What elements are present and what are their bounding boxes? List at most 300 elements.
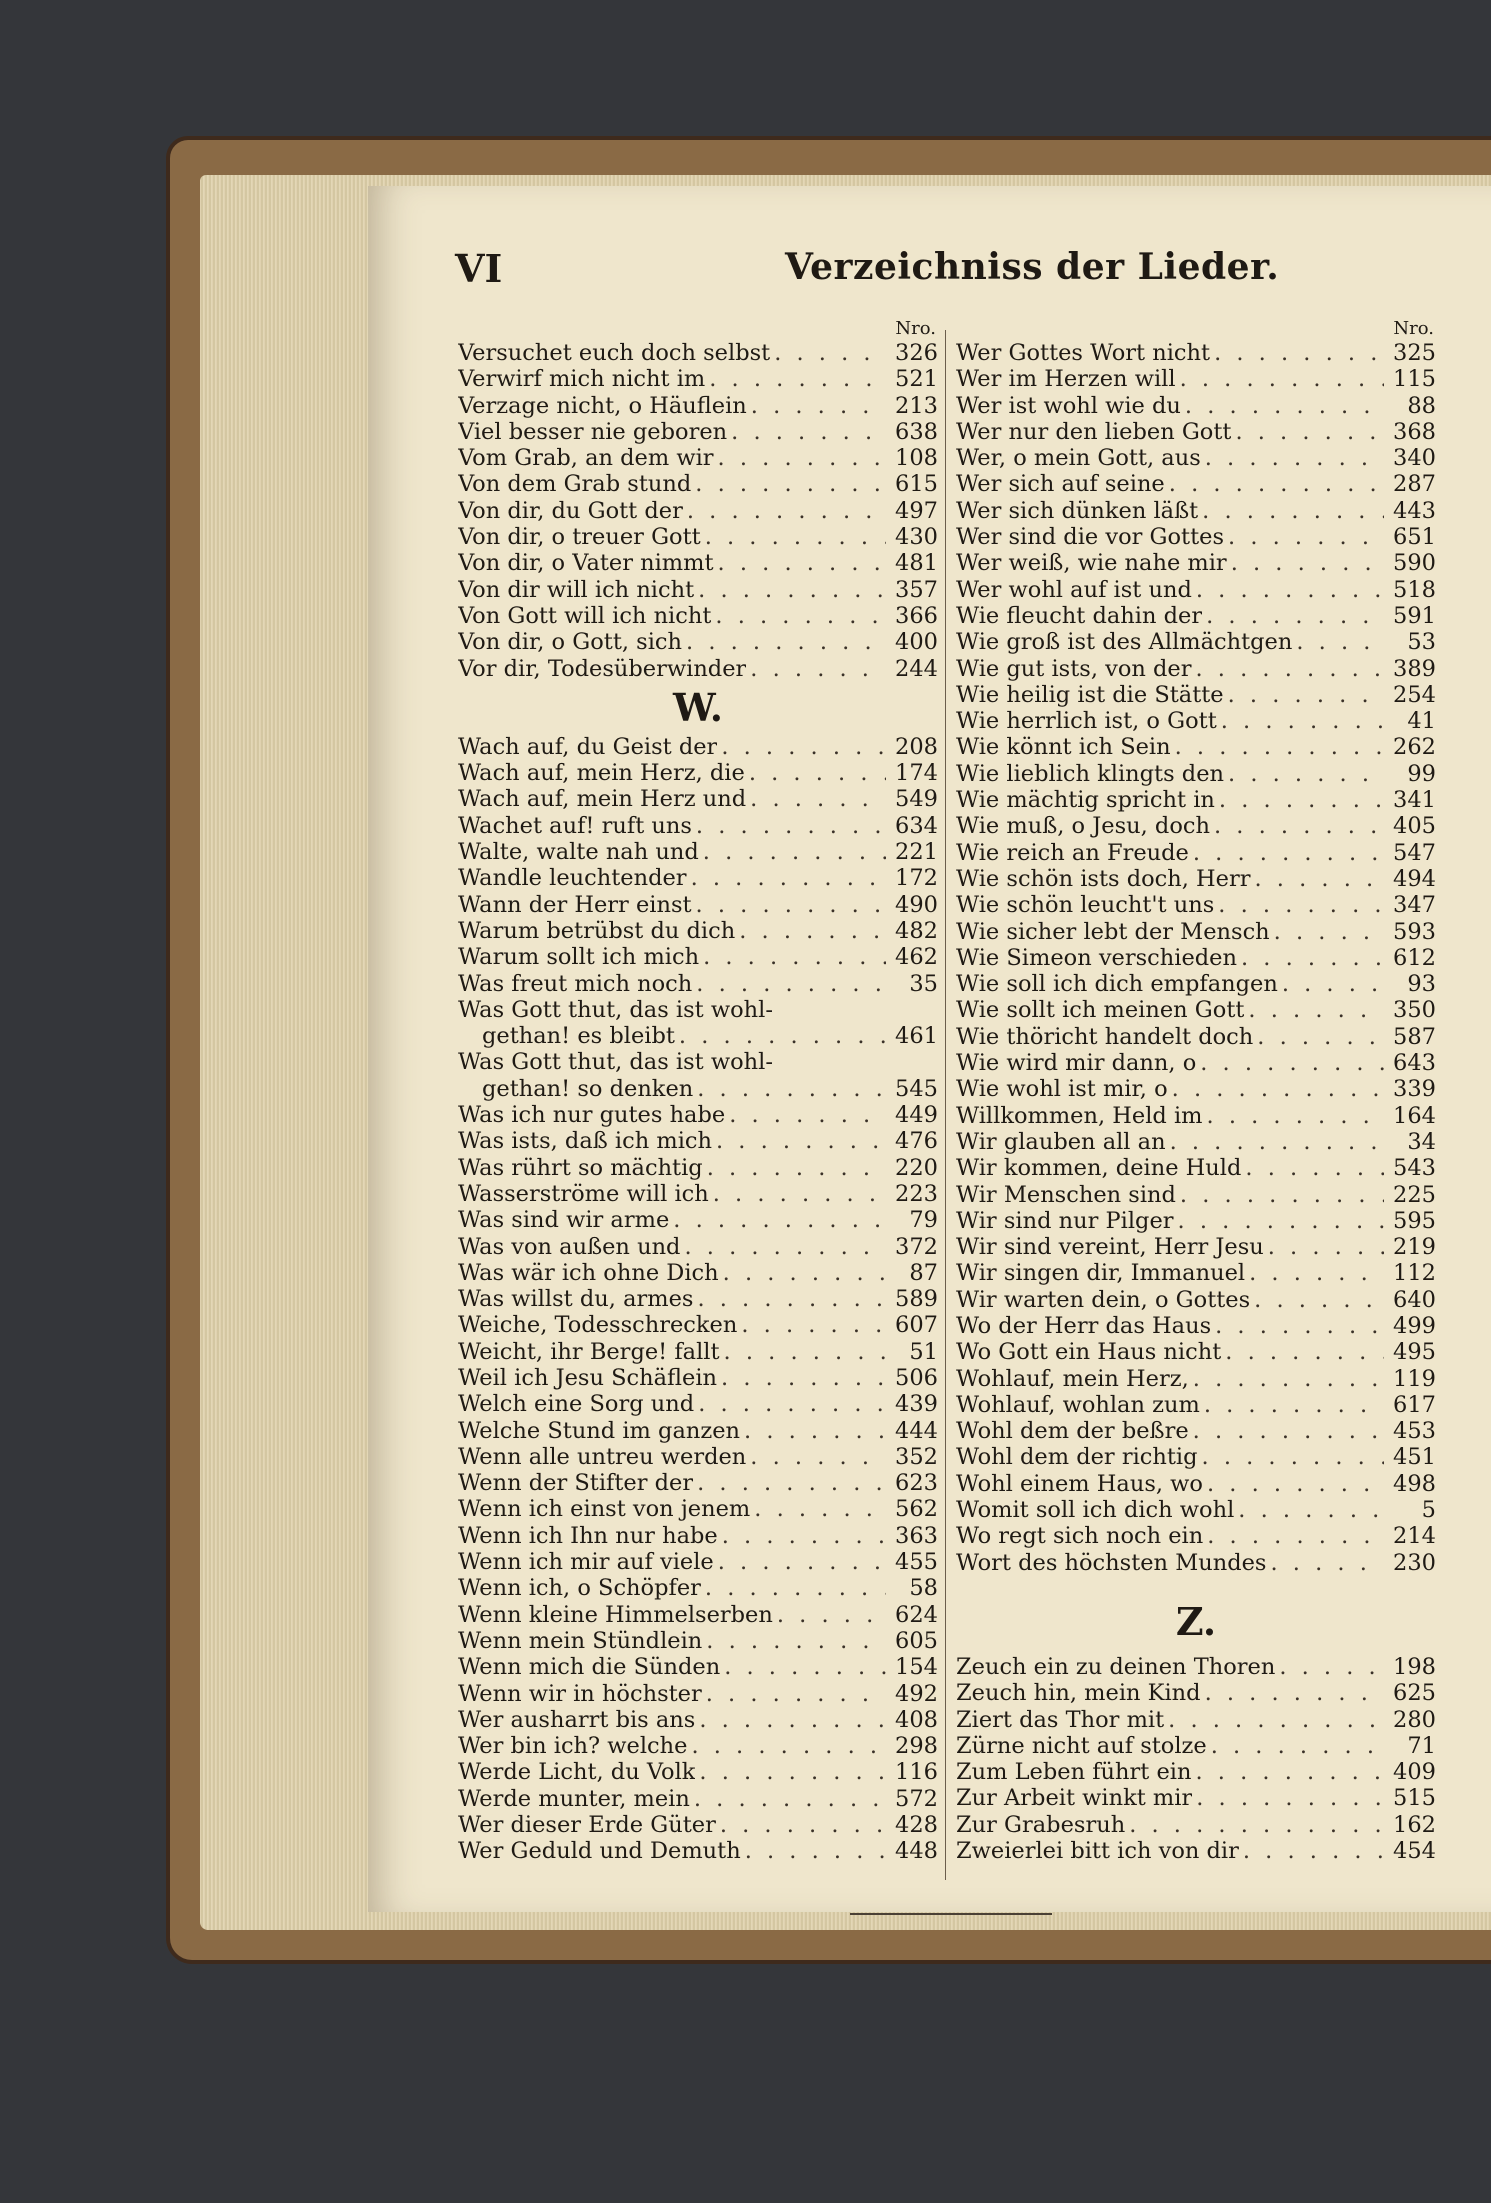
leader-dots <box>695 1759 886 1785</box>
leader-dots <box>746 1444 886 1470</box>
entry-title: Wie thöricht handelt doch <box>956 1023 1254 1050</box>
leader-dots <box>709 1181 886 1207</box>
index-entry <box>956 1182 1436 1208</box>
entry-title: Wer sich auf seine <box>956 471 1165 498</box>
entry-title: Wie Simeon verschieden <box>956 944 1237 971</box>
entry-title: Wann der Herr einst <box>458 891 692 918</box>
leader-dots <box>692 892 886 918</box>
leader-dots <box>1264 1234 1384 1260</box>
index-entry <box>458 1418 938 1444</box>
leader-dots <box>714 445 886 471</box>
entry-number: 368 <box>1393 418 1436 445</box>
entry-number: 482 <box>895 917 938 944</box>
entry-number: 162 <box>1393 1811 1436 1838</box>
entry-title: Warum sollt ich mich <box>458 944 700 971</box>
leader-dots <box>703 1155 886 1181</box>
entry-title: Wo regt sich noch ein <box>956 1523 1204 1550</box>
entry-number: 71 <box>1407 1732 1436 1759</box>
index-entry <box>458 1575 938 1601</box>
leader-dots <box>1189 1418 1384 1444</box>
entry-title: Von dir will ich nicht <box>458 576 695 603</box>
index-entry <box>956 1155 1436 1181</box>
entry-title: Was ists, daß ich mich <box>458 1128 712 1155</box>
entry-number: 521 <box>895 366 938 393</box>
leader-dots <box>683 498 886 524</box>
leader-dots <box>680 1234 886 1260</box>
leader-dots <box>693 1076 886 1102</box>
index-entry <box>956 1444 1436 1470</box>
entry-title: Warum betrübst du dich <box>458 917 736 944</box>
leader-dots <box>747 393 886 419</box>
leader-dots <box>1251 866 1385 892</box>
index-entry <box>956 997 1436 1023</box>
leader-dots <box>1239 1838 1384 1864</box>
leader-dots <box>1125 1812 1384 1838</box>
entry-title: Wie wird mir dann, o <box>956 1050 1197 1077</box>
index-entry <box>956 1313 1436 1339</box>
leader-dots <box>1201 445 1384 471</box>
entry-title: gethan! so denken <box>482 1075 694 1102</box>
index-entry <box>956 1208 1436 1234</box>
entry-title: Zeuch ein zu deinen Thoren <box>956 1653 1276 1680</box>
entry-title: gethan! es bleibt <box>482 1023 675 1050</box>
leader-dots <box>1196 1050 1384 1076</box>
index-entry <box>458 1654 938 1680</box>
entry-title: Ziert das Thor mit <box>956 1706 1165 1733</box>
index-entry <box>458 1812 938 1838</box>
entry-number: 545 <box>895 1075 938 1102</box>
entry-number: 640 <box>1393 1286 1436 1313</box>
leader-dots <box>1234 1497 1384 1523</box>
entry-number: 591 <box>1393 602 1436 629</box>
right-column <box>956 318 1436 1864</box>
index-entry <box>956 1680 1436 1706</box>
leader-dots <box>1189 840 1384 866</box>
leader-dots <box>773 1602 886 1628</box>
entry-number: 164 <box>1393 1102 1436 1129</box>
entry-title: Von dir, o treuer Gott <box>458 524 701 551</box>
index-entry <box>956 1418 1436 1444</box>
entry-number: 363 <box>895 1522 938 1549</box>
number-heading-left: Nro. <box>895 318 936 339</box>
leader-dots <box>1174 1208 1384 1234</box>
entry-title: Wer, o mein Gott, aus <box>956 445 1201 472</box>
index-entry <box>458 1207 938 1233</box>
entry-number: 453 <box>1393 1418 1436 1445</box>
index-entry <box>458 892 938 918</box>
leader-dots <box>701 524 886 550</box>
entry-number: 213 <box>895 392 938 419</box>
index-entry <box>956 787 1436 813</box>
entry-number: 325 <box>1393 340 1436 366</box>
entry-number: 35 <box>909 970 938 997</box>
index-entry <box>458 1365 938 1391</box>
entry-title: Wohl einem Haus, wo <box>956 1470 1203 1497</box>
entry-number: 357 <box>895 576 938 603</box>
entry-number: 230 <box>1393 1549 1436 1576</box>
entry-number: 347 <box>1393 892 1436 919</box>
entry-title: Wir Menschen sind <box>956 1181 1176 1208</box>
index-entry <box>956 445 1436 471</box>
entry-number: 449 <box>895 1102 938 1129</box>
entry-title: Wach auf, du Geist der <box>458 733 718 760</box>
index-entry <box>956 419 1436 445</box>
leader-dots <box>1207 1733 1384 1759</box>
entry-title: Wie schön leucht't uns <box>956 892 1215 919</box>
entry-number: 612 <box>1393 944 1436 971</box>
entry-title: Wie herrlich ist, o Gott <box>956 708 1217 735</box>
entry-title: Wenn mein Stündlein <box>458 1627 703 1654</box>
index-entry <box>458 1523 938 1549</box>
leader-dots <box>1203 1523 1384 1549</box>
leader-dots <box>705 366 886 392</box>
entry-title: Von dir, o Vater nimmt <box>458 550 714 577</box>
leader-dots <box>1214 892 1384 918</box>
entry-number: 444 <box>895 1417 938 1444</box>
entry-number: 352 <box>895 1443 938 1470</box>
right-entries-z <box>956 1654 1436 1864</box>
entry-number: 590 <box>1393 550 1436 577</box>
index-entry <box>458 524 938 550</box>
entry-title: Wer bin ich? welche <box>458 1733 688 1760</box>
entry-number: 595 <box>1393 1207 1436 1234</box>
leader-dots <box>1217 708 1384 734</box>
entry-title: Wer wohl auf ist und <box>956 576 1192 603</box>
letter-heading-z: Z. <box>1175 1598 1217 1644</box>
entry-title: Wenn wir in höchster <box>458 1680 702 1707</box>
index-entry <box>458 1102 938 1128</box>
entry-title: Von dir, o Gott, sich <box>458 629 683 656</box>
entry-number: 589 <box>895 1286 938 1313</box>
index-entry <box>956 656 1436 682</box>
page-title: Verzeichniss der Lieder. <box>785 246 1280 288</box>
entry-title: Zur Grabesruh <box>956 1811 1126 1838</box>
entry-title: Zweierlei bitt ich von dir <box>956 1838 1239 1865</box>
entry-title: Verwirf mich nicht im <box>458 366 706 393</box>
index-entry <box>458 971 938 997</box>
entry-number: 214 <box>1393 1523 1436 1550</box>
leader-dots <box>1221 1339 1384 1365</box>
entry-title: Wie sicher lebt der Mensch <box>956 918 1270 945</box>
index-entry <box>956 1838 1436 1864</box>
entry-title: Walte, walte nah und <box>458 839 699 866</box>
entry-title: Wir sind nur Pilger <box>956 1207 1174 1234</box>
entry-title: Was rührt so mächtig <box>458 1154 703 1181</box>
index-entry <box>458 1049 938 1075</box>
leader-dots <box>1192 656 1385 682</box>
leader-dots <box>1224 761 1384 787</box>
index-entry <box>458 656 938 682</box>
entry-number: 430 <box>895 524 938 551</box>
index-entry <box>458 813 938 839</box>
entry-number: 634 <box>895 812 938 839</box>
leader-dots <box>725 1102 886 1128</box>
leader-dots <box>699 944 886 970</box>
index-entry <box>956 1339 1436 1365</box>
entry-title: Wer Gottes Wort nicht <box>956 340 1211 366</box>
index-entry <box>956 1523 1436 1549</box>
entry-number: 51 <box>909 1338 938 1365</box>
leader-dots <box>699 839 886 865</box>
index-entry <box>458 366 938 392</box>
leader-dots <box>720 1654 886 1680</box>
page-number: VI <box>455 246 503 291</box>
entry-number: 112 <box>1393 1260 1436 1287</box>
index-entry <box>458 629 938 655</box>
index-entry <box>458 419 938 445</box>
leader-dots <box>693 1470 886 1496</box>
leader-dots <box>1202 603 1384 629</box>
number-heading-right: Nro. <box>1393 318 1434 339</box>
leader-dots <box>690 1786 886 1812</box>
leader-dots <box>1211 1313 1384 1339</box>
entry-title: Werde munter, mein <box>458 1785 690 1812</box>
entry-number: 615 <box>895 471 938 498</box>
entry-title: Was wär ich ohne Dich <box>458 1259 719 1286</box>
entry-title: Was von außen und <box>458 1233 681 1260</box>
index-entry <box>458 865 938 891</box>
entry-title: Welche Stund im ganzen <box>458 1417 741 1444</box>
entry-number: 280 <box>1393 1706 1436 1733</box>
index-entry <box>458 1076 938 1102</box>
index-entry <box>956 1234 1436 1260</box>
entry-title: Wie wohl ist mir, o <box>956 1076 1168 1103</box>
closing-rule <box>850 1913 1052 1915</box>
leader-dots <box>1245 1260 1384 1286</box>
leader-dots <box>714 550 886 576</box>
entry-number: 497 <box>895 497 938 524</box>
entry-title: Was ich nur gutes habe <box>458 1102 726 1129</box>
entry-title: Verzage nicht, o Häuflein <box>458 392 747 419</box>
entry-number: 572 <box>895 1785 938 1812</box>
entry-number: 366 <box>895 602 938 629</box>
entry-title: Wachet auf! ruft uns <box>458 812 692 839</box>
entry-title: Wenn ich einst von jenem <box>458 1496 751 1523</box>
leader-dots <box>1200 1392 1384 1418</box>
entry-title: Weicht, ihr Berge! fallt <box>458 1338 720 1365</box>
entry-title: Von Gott will ich nicht <box>458 602 712 629</box>
leader-dots <box>720 1339 886 1365</box>
entry-title: Weil ich Jesu Schäflein <box>458 1364 718 1391</box>
leader-dots <box>687 865 886 891</box>
entry-title: Was sind wir arme <box>458 1207 670 1234</box>
entry-number: 79 <box>909 1207 938 1234</box>
leader-dots <box>1192 1759 1385 1785</box>
entry-number: 115 <box>1393 366 1436 393</box>
index-entry <box>458 1286 938 1312</box>
entry-title: Wie mächtig spricht in <box>956 787 1215 814</box>
leader-dots <box>746 786 886 812</box>
leader-dots <box>694 577 886 603</box>
leader-dots <box>1227 550 1384 576</box>
entry-title: Zürne nicht auf stolze <box>956 1732 1207 1759</box>
leader-dots <box>770 340 886 366</box>
entry-title: Wo der Herr das Haus <box>956 1312 1212 1339</box>
entry-number: 87 <box>909 1259 938 1286</box>
leader-dots <box>711 603 886 629</box>
entry-number: 492 <box>895 1680 938 1707</box>
entry-title: Wo Gott ein Haus nicht <box>956 1339 1222 1366</box>
entry-number: 490 <box>895 891 938 918</box>
index-entry <box>458 918 938 944</box>
index-entry <box>956 1733 1436 1759</box>
entry-number: 547 <box>1393 839 1436 866</box>
entry-title: Wasserströme will ich <box>458 1180 709 1207</box>
index-entry <box>956 945 1436 971</box>
leader-dots <box>1176 366 1384 392</box>
index-entry <box>458 603 938 629</box>
index-entry <box>458 577 938 603</box>
entry-number: 405 <box>1393 813 1436 840</box>
index-entry <box>458 1444 938 1470</box>
entry-title: Wie lieblich klingts den <box>956 760 1225 787</box>
entry-title: Zum Leben führt ein <box>956 1759 1192 1786</box>
entry-number: 5 <box>1421 1497 1436 1524</box>
index-entry <box>956 1287 1436 1313</box>
entry-number: 638 <box>895 418 938 445</box>
entry-title: Vor dir, Todesüberwinder <box>458 655 747 682</box>
index-entry <box>458 1681 938 1707</box>
entry-number: 350 <box>1393 997 1436 1024</box>
entry-title: Wie fleucht dahin der <box>956 602 1203 629</box>
letter-heading-w: W. <box>673 684 723 730</box>
index-entry <box>956 682 1436 708</box>
entry-title: Wer dieser Erde Güter <box>458 1812 716 1839</box>
entry-title: Wer sich dünken läßt <box>956 497 1199 524</box>
index-entry <box>458 1549 938 1575</box>
index-entry <box>458 1260 938 1286</box>
entry-title: Was freut mich noch <box>458 970 693 997</box>
leader-dots <box>702 1628 886 1654</box>
entry-title: Weiche, Todesschrecken <box>458 1312 738 1339</box>
entry-title: Vom Grab, an dem wir <box>458 445 714 472</box>
entry-title: Wenn ich mir auf viele <box>458 1549 714 1576</box>
entry-title: Wer ist wohl wie du <box>956 392 1181 419</box>
index-entry <box>956 603 1436 629</box>
entry-number: 223 <box>895 1180 938 1207</box>
index-entry <box>458 760 938 786</box>
index-entry <box>956 1366 1436 1392</box>
index-entry <box>956 1471 1436 1497</box>
entry-number: 154 <box>895 1654 938 1681</box>
entry-number: 93 <box>1407 971 1436 998</box>
leader-dots <box>669 1207 886 1233</box>
entry-title: Welch eine Sorg und <box>458 1391 695 1418</box>
entry-number: 244 <box>895 655 938 682</box>
index-entry <box>956 577 1436 603</box>
leader-dots <box>717 734 886 760</box>
index-entry <box>458 1759 938 1785</box>
leader-dots <box>1275 1654 1384 1680</box>
entry-title: Wer Geduld und Demuth <box>458 1838 741 1865</box>
entry-number: 462 <box>895 944 938 971</box>
entry-number: 518 <box>1393 576 1436 603</box>
entry-number: 454 <box>1393 1838 1436 1865</box>
index-entry <box>458 498 938 524</box>
leader-dots <box>716 1812 886 1838</box>
leader-dots <box>695 1707 886 1733</box>
entry-title: Wir singen dir, Immanuel <box>956 1260 1246 1287</box>
leader-dots <box>682 629 886 655</box>
entry-title: Wenn mich die Sünden <box>458 1654 721 1681</box>
leader-dots <box>1192 577 1384 603</box>
entry-number: 506 <box>895 1364 938 1391</box>
entry-number: 262 <box>1393 734 1436 761</box>
index-entry <box>956 1050 1436 1076</box>
leader-dots <box>719 1260 886 1286</box>
index-entry <box>458 839 938 865</box>
index-entry <box>458 1496 938 1522</box>
leader-dots <box>1266 1550 1384 1576</box>
entry-number: 341 <box>1393 787 1436 814</box>
entry-title: Von dir, du Gott der <box>458 497 683 524</box>
index-entry <box>458 550 938 576</box>
leader-dots <box>1210 340 1384 366</box>
entry-number: 623 <box>895 1470 938 1497</box>
entry-title: Wir sind vereint, Herr Jesu <box>956 1234 1264 1261</box>
index-entry <box>956 1497 1436 1523</box>
index-entry <box>458 1234 938 1260</box>
entry-title: Wir glauben all an <box>956 1128 1166 1155</box>
index-entry <box>956 734 1436 760</box>
entry-number: 624 <box>895 1601 938 1628</box>
index-entry <box>956 708 1436 734</box>
entry-number: 172 <box>895 865 938 892</box>
entry-number: 515 <box>1393 1785 1436 1812</box>
leader-dots <box>1171 734 1384 760</box>
index-entry <box>956 366 1436 392</box>
index-entry <box>458 1838 938 1864</box>
index-entry <box>956 1785 1436 1811</box>
leader-dots <box>692 971 886 997</box>
entry-title: Wenn alle untreu werden <box>458 1443 747 1470</box>
leader-dots <box>701 1575 886 1601</box>
leader-dots <box>1189 1366 1384 1392</box>
entry-title: Womit soll ich dich wohl <box>956 1497 1235 1524</box>
leader-dots <box>691 471 886 497</box>
entry-title: Wach auf, mein Herz und <box>458 786 747 813</box>
entry-title: Wer weiß, wie nahe mir <box>956 550 1227 577</box>
index-entry <box>458 1628 938 1654</box>
entry-title: Wie heilig ist die Stätte <box>956 681 1224 708</box>
index-entry <box>956 340 1436 366</box>
entry-number: 58 <box>909 1575 938 1602</box>
entry-title: Wie könnt ich Sein <box>956 734 1171 761</box>
entry-number: 53 <box>1407 629 1436 656</box>
leader-dots <box>1278 971 1384 997</box>
index-entry <box>458 1470 938 1496</box>
entry-number: 461 <box>895 1023 938 1050</box>
entry-number: 208 <box>895 733 938 760</box>
index-entry <box>956 1550 1436 1576</box>
entry-number: 643 <box>1393 1050 1436 1077</box>
entry-title: Von dem Grab stund <box>458 471 692 498</box>
entry-number: 408 <box>895 1706 938 1733</box>
index-entry <box>458 1023 938 1049</box>
entry-number: 481 <box>895 550 938 577</box>
entry-number: 495 <box>1393 1339 1436 1366</box>
entry-number: 41 <box>1407 708 1436 735</box>
leader-dots <box>735 918 886 944</box>
index-entry <box>956 524 1436 550</box>
leader-dots <box>1241 1155 1384 1181</box>
entry-title: Versuchet euch doch selbst <box>458 340 771 366</box>
leader-dots <box>1192 1785 1384 1811</box>
entry-title: Wer im Herzen will <box>956 366 1176 393</box>
entry-number: 562 <box>895 1496 938 1523</box>
index-entry <box>956 1076 1436 1102</box>
entry-number: 372 <box>895 1233 938 1260</box>
